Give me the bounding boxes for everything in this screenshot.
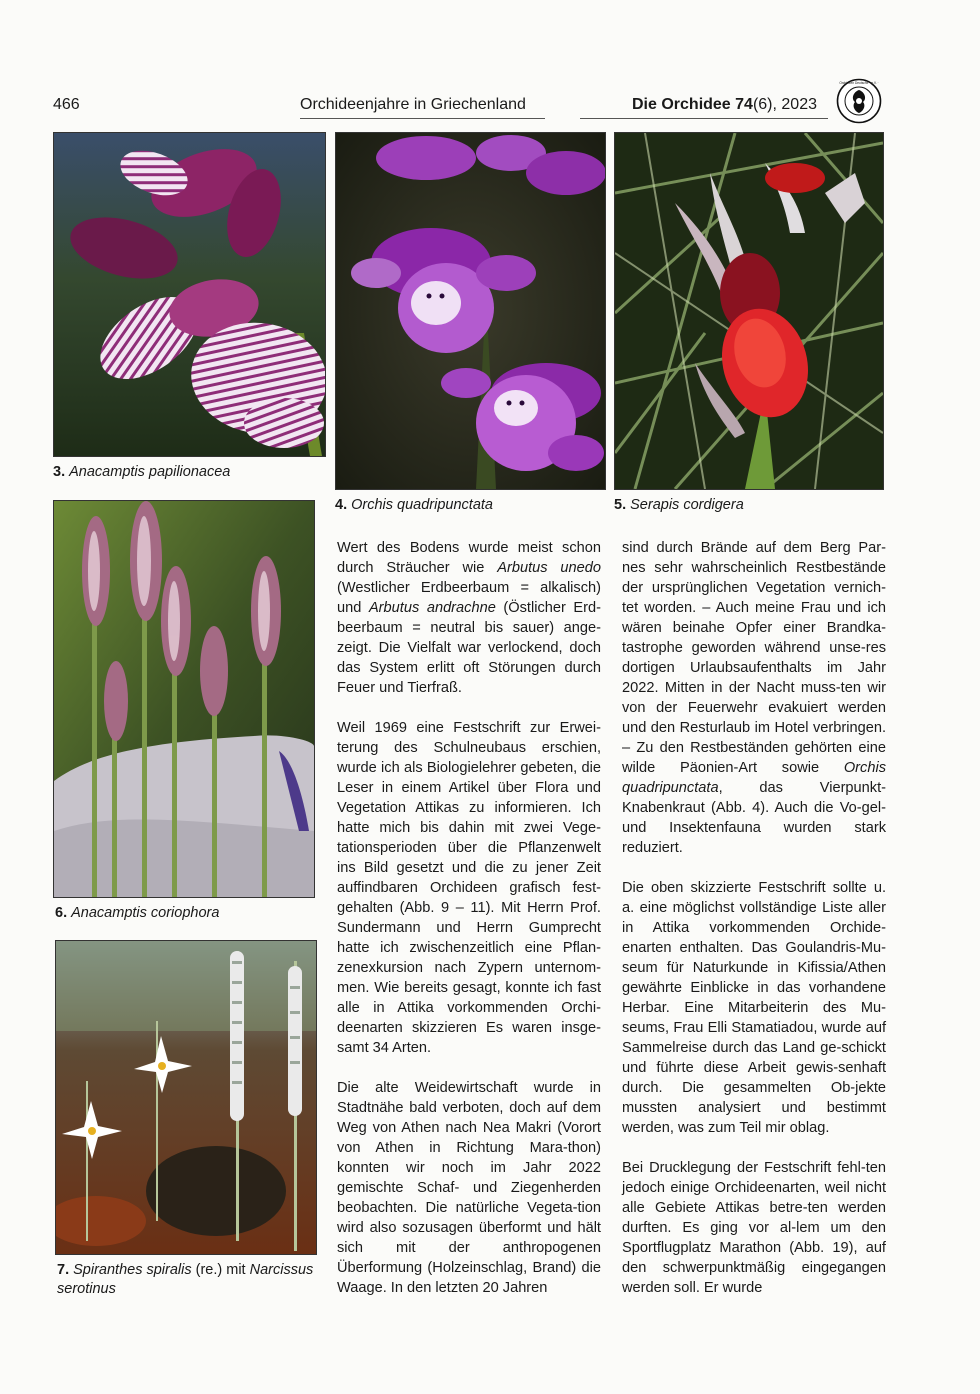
text-column-right [622,538,886,1298]
photo-anacamptis-papilionacea [53,132,326,457]
caption-figure-4 [335,496,493,515]
species-name: Anacamptis coriophora [71,905,220,921]
figure-number: 6. [55,905,68,921]
caption-figure-3 [53,463,230,482]
species-name: Serapis cordigera [630,497,744,513]
journal-name: Die Orchidee [632,96,731,113]
logo-text: Orchideen Deutsche · e.V. · [839,81,879,85]
photo-anacamptis-coriophora [53,500,315,898]
caption-figure-7 [57,1261,327,1299]
running-title: Orchideenjahre in Griechenland [300,96,526,113]
page-number: 466 [53,96,80,113]
photo-orchis-quadripunctata [335,132,606,490]
caption-figure-6 [55,904,219,923]
species-name: Spiranthes spiralis [73,1262,192,1278]
paragraph: Weil 1969 eine Festschrift zur Erwei-terung des Schulneubaus erschien, wurde ich als Biologielehrer gebeten, die Leser in einem Artikel über Flora und Vegetation Attikas zu informieren. Ich hatte mich bis dahin mit zwei Vege-tationsperioden über die Pflanzenwelt ins Bild gesetzt und die zu jener Zeit auffindbaren Orchideen grafisch fest-gehalten (Abb. 9 – 11). Mit Herrn Prof. Sundermann und Herrn Gumprecht hatte ich zwischenzeitlich eine Pflan-zenexkursion nach Zypern unternom-men. Wie bereits gesagt, konnte ich fast alle in Attika vorkommenden Orchi-deenarten skizzieren Es waren insge-samt 34 Arten. [337,720,601,1056]
journal-volume: 74 [735,96,753,113]
caption-figure-5 [614,496,744,515]
figure-number: 3. [53,464,66,480]
figure-number: 7. [57,1262,70,1278]
header-rule-right [580,118,828,119]
paragraph: Wert des Bodens wurde meist schon durch Sträucher wie Arbutus unedo (Westlicher Erdbeerbaum = alkalisch) und Arbutus andrachne (Östlicher Erd-beerbaum = neutral bis sauer) ange-zeigt. Die Vielfalt war verlockend, doch das System erlitt oft Störungen durch Feuer und Tierfraß. [337,540,602,696]
species-name: Anacamptis papilionacea [69,464,231,480]
text-column-middle [337,538,601,1298]
journal-issue-year: (6), 2023 [752,96,817,113]
photo-serapis-cordigera [614,132,884,490]
species-name-2: Narcissus serotinus [57,1262,314,1297]
species-name: Orchis quadripunctata [351,497,493,513]
paragraph: sind durch Brände auf dem Berg Par-nes sehr wahrscheinlich Restbestände der ursprünglichen Vegetation vernich-tet worden. – Auch meine Frau und ich wären beinahe Opfer einer Brandka-tastrophe geworden während unse-res dortigen Urlaubsaufenthalts im Jahr 2022. Mitten in der Nacht muss-ten wir von der Feuerwehr evakuiert werden und den Resturlaub im Hotel verbringen. – Zu den Restbeständen gehörten eine wilde Päonien-Art sowie Orchis quadripunctata, das Vierpunkt-Knabenkraut (Abb. 4). Auch die Vo-gel- und Insektenfauna wurden stark reduziert. [622,540,886,856]
figure-number: 5. [614,497,627,513]
header-rule-left [300,118,545,119]
caption-connector: (re.) mit [191,1262,250,1278]
paragraph: Die alte Weidewirtschaft wurde in Stadtnähe bald verboten, doch auf dem Weg von Athen nach Nea Makri (Vorort von Athen in Richtung Mara-thon) konnten wir noch im Jahr 2022 gemischte Schaf- und Ziegenherden beobachten. Die natürliche Vegeta-tion wird also sozusagen überformt und hält sich mit der anthropogenen Überformung (Holzeinschlag, Brand) die Waage. In den letzten 20 Jahren [337,1080,601,1296]
journal-citation [632,95,817,115]
figure-number: 4. [335,497,348,513]
photo-spiranthes-spiralis [55,940,317,1255]
society-logo [836,78,882,124]
paragraph: Die oben skizzierte Festschrift sollte u. a. eine möglichst vollständige Liste aller in Attika vorkommenden Orchide-enarten enthalten. Das Goulandris-Mu-seum für Naturkunde in Kifissia/Athen gewährte Einblicke in das vorhandene Herbar. Eine Mitarbeiterin des Mu-seums, Frau Elli Stamatiadou, wurde auf Sammelreise durch das Land ge-schickt und führte diese Arbeit gewis-senhaft durch. Die gesammelten Ob-jekte mussten analysiert und bestimmt werden, was zum Teil mir oblag. [622,880,886,1136]
paragraph: Bei Drucklegung der Festschrift fehl-ten jedoch einige Orchideenarten, weil nicht alle Gebiete Attikas betre-ten werden durften. Es ging vor al-lem um den Sportflugplatz Marathon (Abb. 19), auf den schwerpunktmäßig eingegangen werden soll. Er wurde [622,1160,886,1296]
